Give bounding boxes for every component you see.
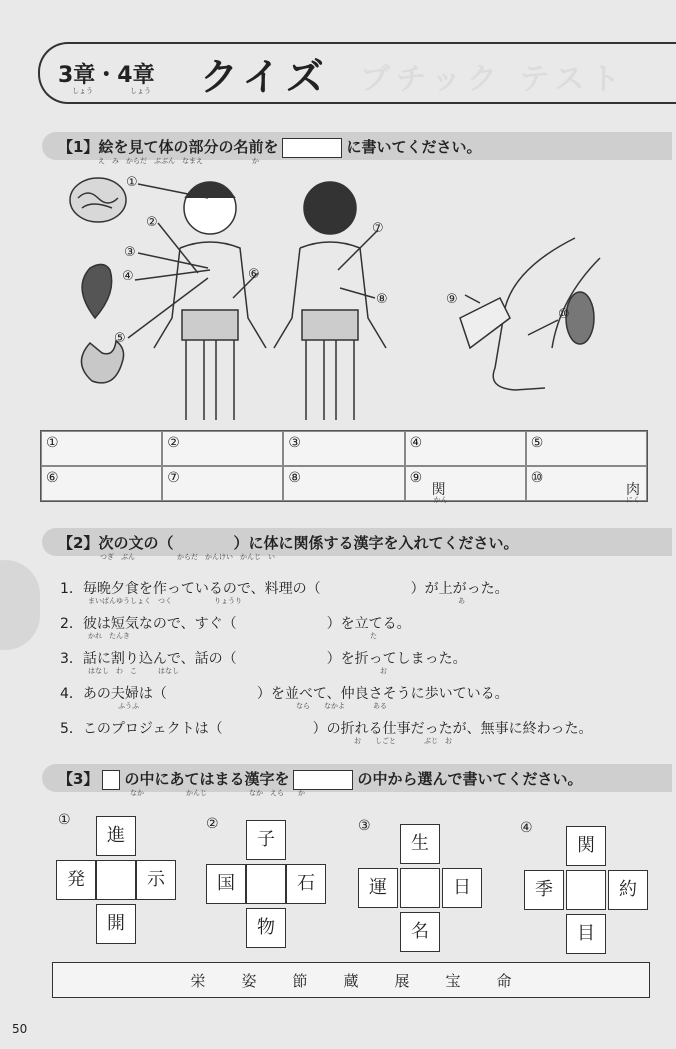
kanji-choice: 展 [394,971,410,990]
answer-cell-3[interactable] [283,431,404,466]
cell-label: ⑩ [530,470,544,486]
puzzle-2-top: 子 [246,820,286,860]
answer-cell-2[interactable] [162,431,283,466]
chapter-ruby-1: しょう [72,87,93,95]
answer-grid [40,430,648,502]
heart-icon [82,264,112,318]
kanji-choice-list [52,962,650,998]
section1-pre: 絵を見て体の部分の名前を [98,138,279,156]
section2-num: 【2】 [58,534,99,552]
puzzle-2-right: 石 [286,864,326,904]
section2-instruction [58,532,518,553]
label-10: ⑩ [558,307,570,322]
front-figure-icon [154,182,266,420]
section3-instruction [58,768,582,790]
q-text-a: あの夫婦は（ [82,686,167,702]
q-text-a: 彼は短気なので、すぐ（ [82,616,237,632]
back-figure-icon [274,182,386,420]
q-num: 4． [60,686,83,702]
section1-instruction [58,136,481,158]
q4-furigana-2: なら なかよ ある [296,702,387,710]
chapter-ruby-2: しょう [130,87,151,95]
puzzle-1-label: ① [58,812,71,828]
answer-cell-5[interactable] [526,431,647,466]
puzzle-4-right: 約 [608,870,648,910]
section1-num: 【1】 [58,138,99,156]
kanji-choice: 宝 [445,971,461,990]
q5-furigana: お しごと ぶじ お [354,737,452,745]
puzzle-2-bottom: 物 [246,908,286,948]
answer-cell-9[interactable] [405,466,526,504]
small-box-icon [102,770,120,790]
q-text-a: 毎晩夕食を作っているので、料理の（ [82,581,321,597]
section3-post: の中から選んで書いてください。 [357,770,583,788]
cell-label: ⑧ [288,470,301,486]
label-1: ① [126,175,138,190]
q-text-b: ）が上がった。 [410,581,509,597]
section3-pre: の中にあてはまる漢字を [124,770,290,788]
page-title: クイズ [200,55,330,99]
puzzle-1-top: 進 [96,816,136,856]
page-tab-shadow [0,560,40,650]
section3-num: 【3】 [58,770,99,788]
label-3: ③ [124,245,136,260]
q-text-a: 話に割り込んで、話の（ [82,651,237,667]
q-num: 3． [60,651,83,667]
section2-text: 次の文の（ ）に体に関係する漢字を入れてください。 [98,534,519,552]
cell10-kanji: 肉 [625,482,640,498]
q-text-b: ）の折れる仕事だったが、無事に終わった。 [312,721,593,737]
question-3 [60,648,467,668]
cell-label: ② [167,435,180,451]
section1-post: に書いてください。 [346,138,482,156]
answer-box-icon [293,770,353,790]
kanji-choice: 姿 [241,971,257,990]
puzzle-4-label: ④ [520,820,533,836]
label-6: ⑥ [248,267,260,282]
q-num: 1． [60,581,83,597]
label-4: ④ [122,269,134,284]
q-text-b: ）を折ってしまった。 [326,651,467,667]
cell-label: ⑦ [167,470,180,486]
kanji-choice: 蔵 [343,971,359,990]
q-num: 5． [60,721,83,737]
kanji-choice: 節 [292,971,308,990]
q-text-a: このプロジェクトは（ [82,721,223,737]
kanji-choice: 命 [496,971,512,990]
puzzle-3-center[interactable] [400,868,440,908]
puzzle-3-bottom: 名 [400,912,440,952]
q1-furigana-2: あ [458,597,465,605]
label-9: ⑨ [446,292,458,307]
label-7: ⑦ [372,221,384,236]
ghost-bleed-text: ブチック テスト [360,62,627,97]
chapter-label: 3章・4章 [58,63,155,88]
answer-cell-6[interactable] [41,466,162,501]
puzzle-2-left: 国 [206,864,246,904]
q2-furigana-2: た [370,632,377,640]
puzzle-1-left: 発 [56,860,96,900]
q-text-b: ）を立てる。 [326,616,411,632]
cell-label: ① [46,435,59,451]
puzzle-2-center[interactable] [246,864,286,904]
puzzle-3-top: 生 [400,824,440,864]
stomach-icon [81,341,123,383]
puzzle-2-label: ② [206,816,219,832]
puzzle-4-center[interactable] [566,870,606,910]
cell9-kanji: 関 [431,482,446,498]
answer-box-icon [282,138,342,158]
answer-cell-7[interactable] [162,466,283,501]
answer-cell-10[interactable] [526,466,647,504]
answer-cell-1[interactable] [41,431,162,466]
section1-furigana: え み からだ ぶぶん なまえ か [98,157,259,165]
leg-icon [460,238,600,390]
puzzle-3-left: 運 [358,868,398,908]
puzzle-1-bottom: 開 [96,904,136,944]
puzzle-1-right: 示 [136,860,176,900]
label-8: ⑧ [376,292,388,307]
question-5 [60,718,593,738]
brain-icon [70,178,126,222]
label-5: ⑤ [114,331,126,346]
puzzle-4-top: 関 [566,826,606,866]
q2-furigana: かれ たんき [88,632,130,640]
section2-furigana: つぎ ぶん からだ かんけい かんじ い [100,553,275,561]
body-illustration [60,168,660,428]
q3-furigana-2: お [380,667,387,675]
cell-label: ⑤ [530,435,544,451]
question-2 [60,613,411,633]
answer-cell-8[interactable] [283,466,404,501]
section3-furigana: なか かんじ なか えら か [130,789,305,797]
cell-label: ④ [409,435,423,451]
q-num: 2． [60,616,83,632]
cell-label: ⑥ [46,470,59,486]
puzzle-1-center[interactable] [96,860,136,900]
cell-label: ③ [288,435,301,451]
q1-furigana: まいばんゆうしょく つく りょうり [88,597,242,605]
kanji-choice: 栄 [190,971,206,990]
cell-label: ⑨ [409,470,423,486]
puzzle-3-label: ③ [358,818,371,834]
cell9-furigana: かん [433,496,448,504]
answer-cell-4[interactable] [405,431,526,466]
cell10-furigana: にく [625,496,640,504]
q4-furigana: ふうふ [118,702,139,710]
question-4 [60,683,509,703]
puzzle-4-bottom: 目 [566,914,606,954]
page-number: 50 [12,1022,28,1036]
question-1 [60,578,509,598]
label-2: ② [146,215,158,230]
q3-furigana: はなし わ こ はなし [88,667,179,675]
q-text-b: ）を並べて、仲良さそうに歩いている。 [256,686,509,702]
puzzle-3-right: 日 [442,868,482,908]
puzzle-4-left: 季 [524,870,564,910]
